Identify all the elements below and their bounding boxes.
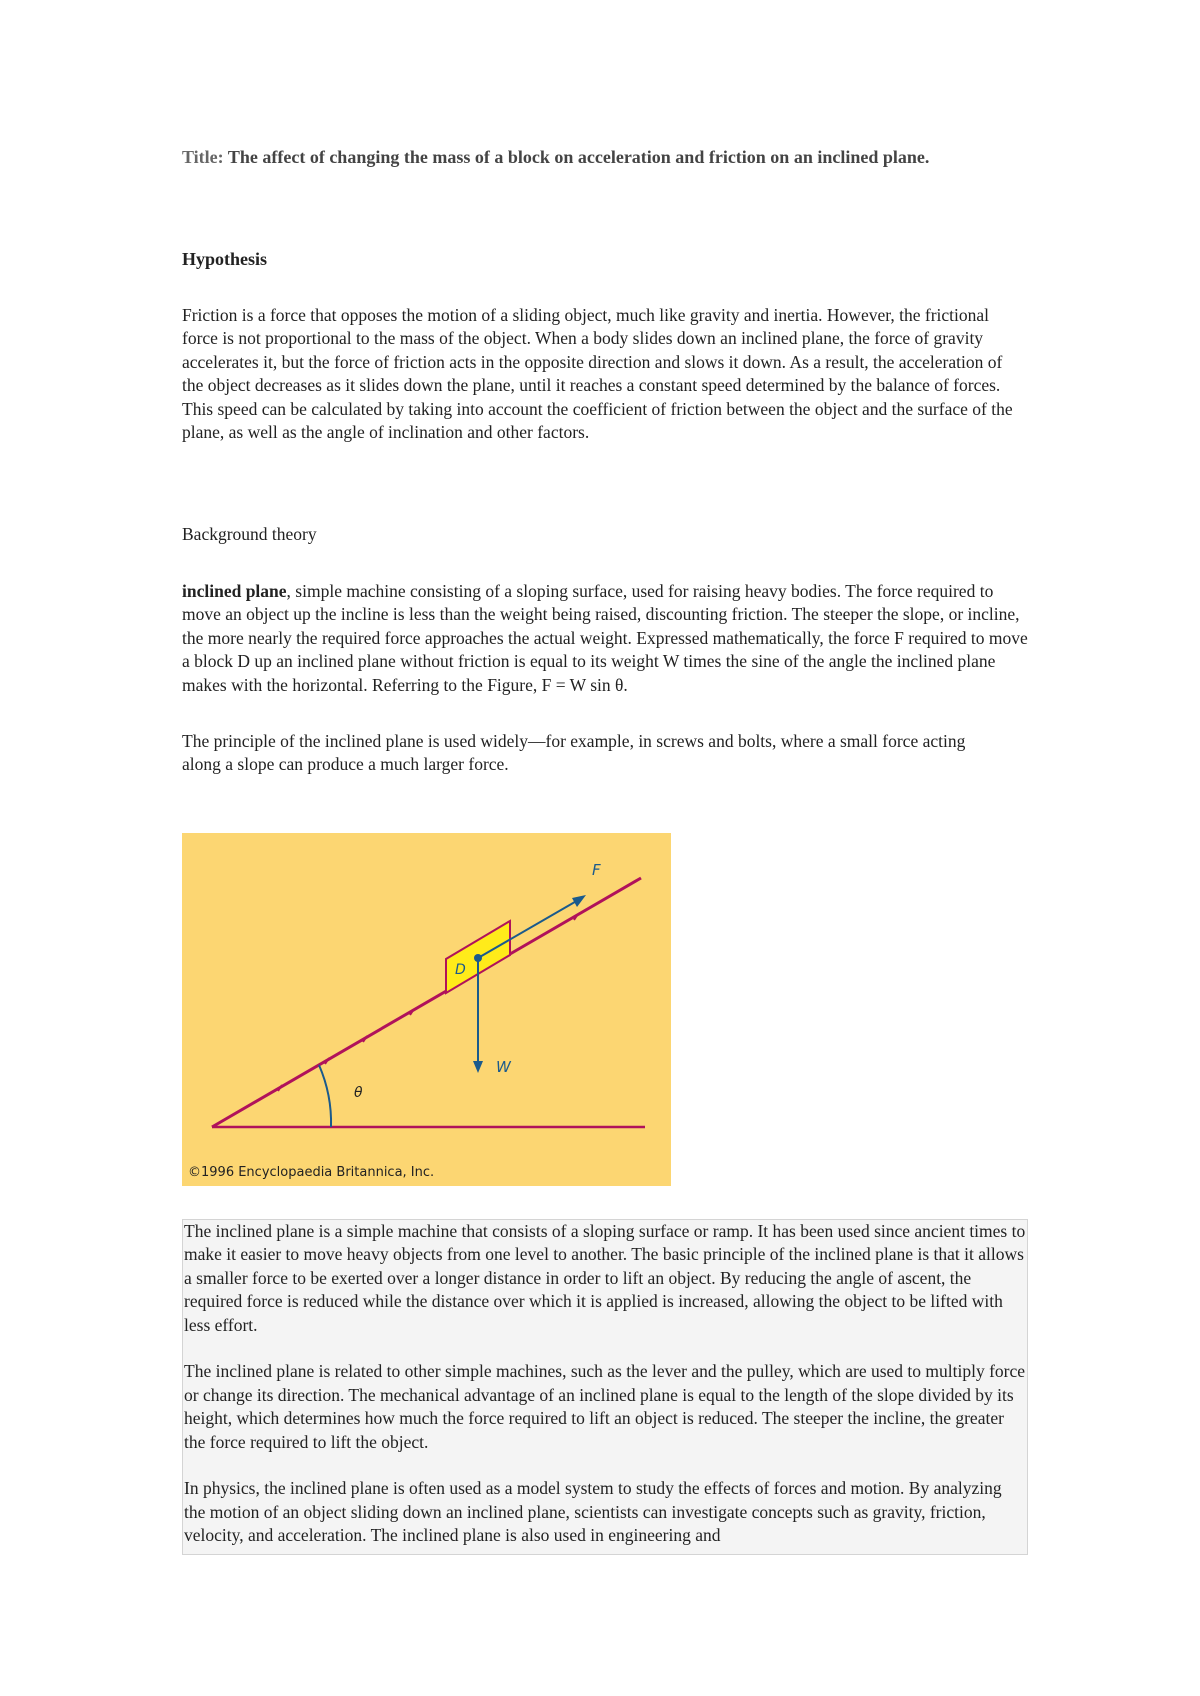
background-paragraph-1-text: , simple machine consisting of a sloping surface, used for raising heavy bodies. The force required to move an object up the incline is less than the weight being raised, discounting friction. The steeper the slope, or incline, the more nearly the required force approaches the actual weight. Expressed mathematically, the force F required to move a block D up an inclined plane without friction is equal to its weight W times the sine of the angle the inclined plane makes with the horizontal. Referring to the Figure, F = W sin θ. xyxy=(182,581,1028,695)
weight-w-label: W xyxy=(496,1058,511,1076)
figure-background xyxy=(182,833,671,1186)
background-paragraph-1 xyxy=(182,580,1028,697)
force-f-label: F xyxy=(592,861,601,879)
inclined-plane-term: inclined plane xyxy=(182,581,287,601)
document-title xyxy=(182,145,982,169)
explanation-box xyxy=(182,1219,1028,1555)
background-paragraph-2: The principle of the inclined plane is used widely—for example, in screws and bolts, where a small force acting along a slope can produce a much larger force. xyxy=(182,731,966,775)
explanation-paragraph-2: The inclined plane is related to other simple machines, such as the lever and the pulley, which are used to multiply force or change its direction. The mechanical advantage of an inclined plane is equal to the length of the slope divided by its height, which determines how much the force required to lift an object is reduced. The steeper the incline, the greater the force required to lift the object. xyxy=(184,1361,1026,1452)
background-heading: Background theory xyxy=(182,524,317,544)
hypothesis-paragraph: Friction is a force that opposes the motion of a sliding object, much like gravity and inertia. However, the frictional force is not proportional to the mass of the object. When a body slides down an inclined plane, the force of gravity accelerates it, but the force of friction acts in the opposite direction and slows it down. As a result, the acceleration of the object decreases as it slides down the plane, until it reaches a constant speed determined by the balance of forces. This speed can be calculated by taking into account the coefficient of friction between the object and the surface of the plane, as well as the angle of inclination and other factors. xyxy=(182,305,1013,443)
inclined-plane-figure xyxy=(182,833,671,1186)
explanation-paragraph-3: In physics, the inclined plane is often used as a model system to study the effects of forces and motion. By analyzing the motion of an object sliding down an inclined plane, scientists can investigate concepts such as gravity, friction, velocity, and acceleration. The inclined plane is also used in engineering and xyxy=(184,1478,1002,1546)
block-d-label: D xyxy=(455,962,466,978)
theta-label: θ xyxy=(354,1085,363,1101)
title-text: The affect of changing the mass of a block on acceleration and friction on an inclined plane. xyxy=(227,147,930,167)
explanation-paragraph-1: The inclined plane is a simple machine that consists of a sloping surface or ramp. It has been used since ancient times to make it easier to move heavy objects from one level to another. The basic principle of the inclined plane is that it allows a smaller force to be exerted over a longer distance in order to lift an object. By reducing the angle of ascent, the required force is reduced while the distance over which it is applied is increased, allowing the object to be lifted with less effort. xyxy=(184,1221,1026,1335)
hypothesis-heading: Hypothesis xyxy=(182,249,268,269)
title-label: Title: xyxy=(182,147,224,167)
figure-copyright: ©1996 Encyclopaedia Britannica, Inc. xyxy=(188,1165,435,1180)
